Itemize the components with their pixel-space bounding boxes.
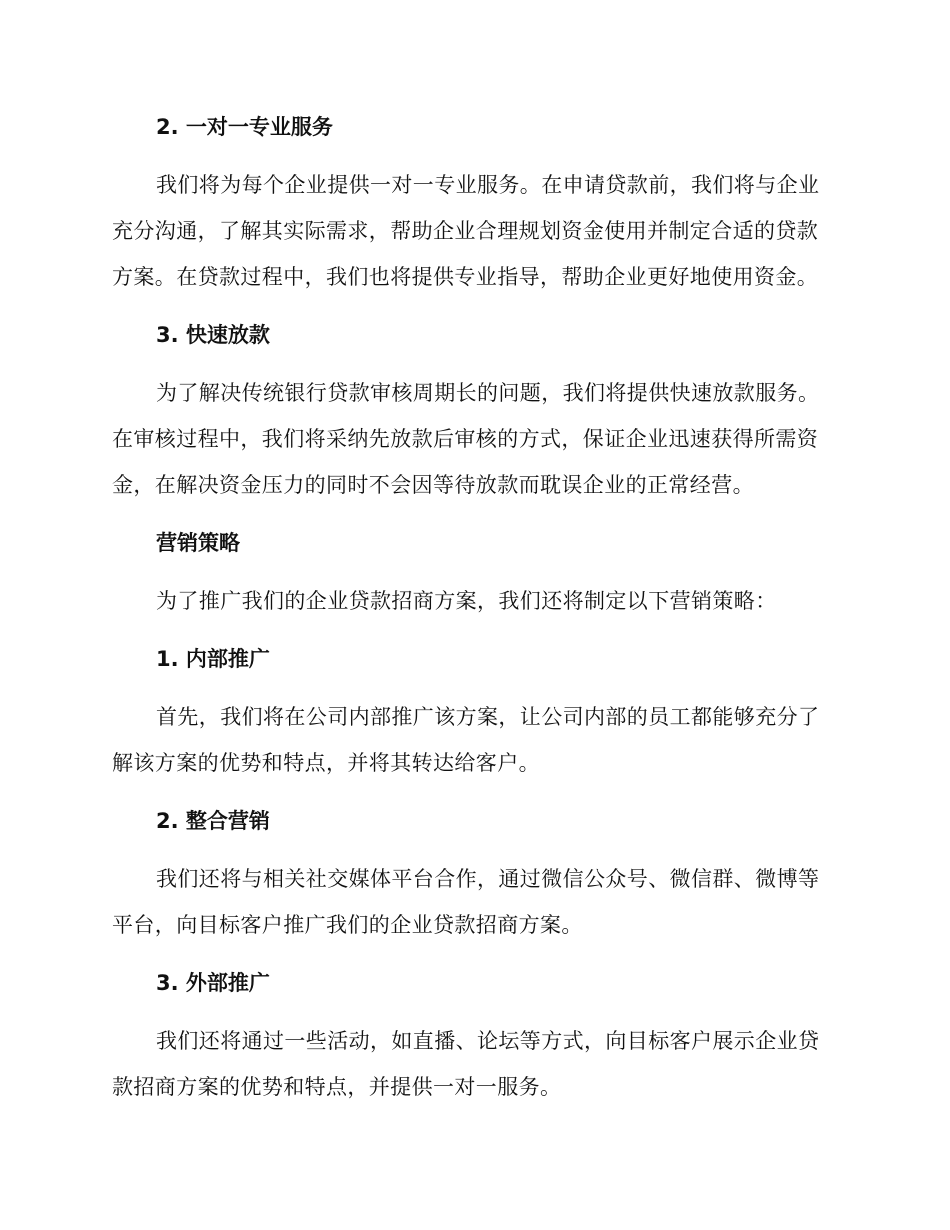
section-heading-marketing-strategy: 营销策略 (156, 531, 240, 555)
section-heading-internal-promotion: 1. 内部推广 (156, 647, 270, 671)
document-body (112, 104, 832, 1122)
section-heading-fast-disbursement: 3. 快速放款 (156, 323, 270, 347)
paragraph-internal-promotion: 首先，我们将在公司内部推广该方案，让公司内部的员工都能够充分了解该方案的优势和特点，并将其转达给客户。 (112, 705, 820, 775)
paragraph-integrated-marketing: 我们还将与相关社交媒体平台合作，通过微信公众号、微信群、微博等平台，向目标客户推广我们的企业贷款招商方案。 (112, 867, 820, 937)
paragraph-fast-disbursement: 为了解决传统银行贷款审核周期长的问题，我们将提供快速放款服务。在审核过程中，我们将采纳先放款后审核的方式，保证企业迅速获得所需资金，在解决资金压力的同时不会因等待放款而耽误企业的正常经营。 (112, 381, 820, 497)
paragraph-one-on-one-service: 我们将为每个企业提供一对一专业服务。在申请贷款前，我们将与企业充分沟通，了解其实际需求，帮助企业合理规划资金使用并制定合适的贷款方案。在贷款过程中，我们也将提供专业指导，帮助企业更好地使用资金。 (112, 173, 820, 289)
paragraph-marketing-intro: 为了推广我们的企业贷款招商方案，我们还将制定以下营销策略： (156, 589, 777, 613)
section-heading-one-on-one-service: 2. 一对一专业服务 (156, 115, 333, 139)
section-heading-external-promotion: 3. 外部推广 (156, 971, 270, 995)
paragraph-external-promotion: 我们还将通过一些活动，如直播、论坛等方式，向目标客户展示企业贷款招商方案的优势和特点，并提供一对一服务。 (112, 1029, 820, 1099)
section-heading-integrated-marketing: 2. 整合营销 (156, 809, 270, 833)
